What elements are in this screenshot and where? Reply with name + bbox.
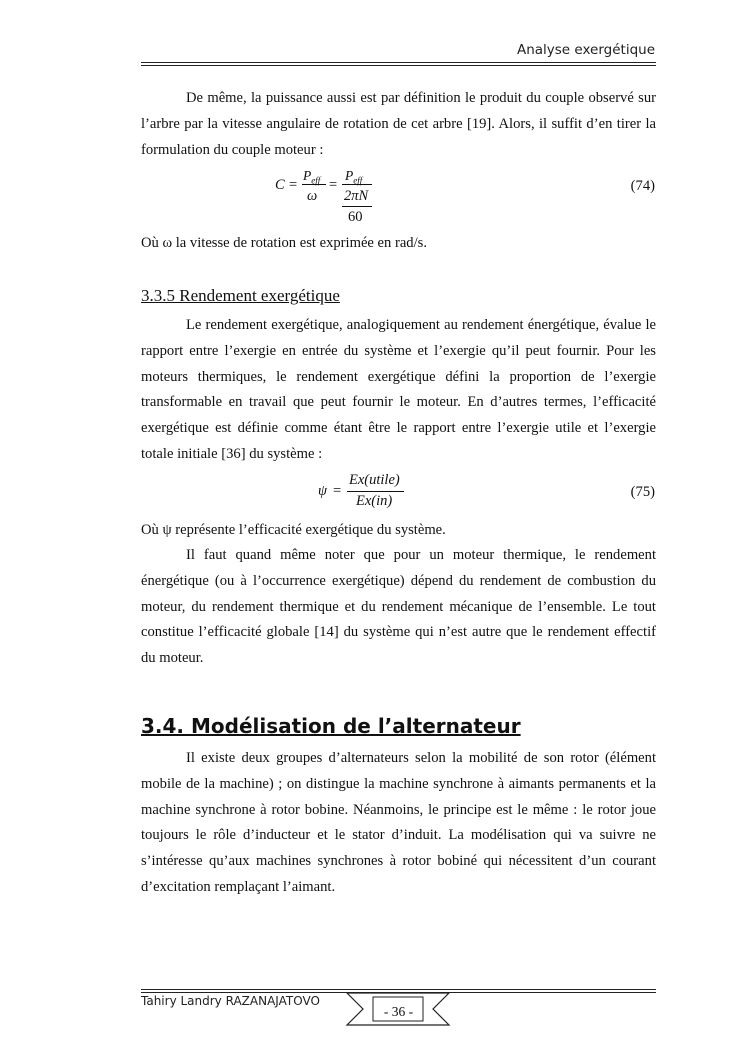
- eq74-den2-bottom: 60: [348, 209, 363, 225]
- eq75-fraction-bar: [347, 491, 404, 492]
- eq74-num1: $P_{eff}$: [303, 168, 321, 186]
- eq74-number: (74): [630, 178, 655, 194]
- footer-author: Tahiry Landry RAZANAJATOVO: [141, 994, 320, 1008]
- eq74-fraction-bar-2: [342, 184, 372, 185]
- eq74-fraction-bar-3: [342, 206, 372, 207]
- section-heading-3-4: 3.4. Modélisation de l’alternateur: [141, 714, 521, 738]
- eq74-equals-2: =: [329, 177, 338, 193]
- eq74-den1: ω: [307, 188, 318, 204]
- header-rule-top: [141, 62, 656, 63]
- header-title: Analyse exergétique: [516, 42, 655, 58]
- paragraph-thermal-engine: Il faut quand même noter que pour un moteur thermique, le rendement énergétique (ou à l’occurrence exergétique) dépend du rendement de combustion du moteur, du rendement thermique et du rendement mécanique de l’ensemble. Le tout constitue l’efficacité globale [14] du système qui n’est autre que le rendement effectif du moteur.: [141, 547, 656, 667]
- eq74-fraction-bar-1: [302, 184, 326, 185]
- paragraph-psi: Où ψ représente l’efficacité exergétique du système.: [141, 522, 446, 538]
- eq75-denominator: Ex(in): [356, 493, 393, 509]
- eq74-lhs: C: [275, 177, 285, 193]
- header-rule-bottom: [141, 65, 656, 66]
- paragraph-alternator: Il existe deux groupes d’alternateurs selon la mobilité de son rotor (élément mobile de la machine) ; on distingue la machine synchrone à aimants permanents et la machine synchrone à rotor bobine. Néanmoins, le principe est le même : le rotor joue toujours le rôle d’inducteur et le stator d’induit. La modélisation qui va suivre ne s’intéresse qu’aux machines synchrones à rotor bobiné qui nécessitent d’un courant d’excitation remplaçant l’aimant.: [141, 750, 656, 895]
- eq74-den2-top: 2πN: [344, 188, 369, 204]
- eq75-lhs: ψ: [318, 483, 328, 499]
- page-number: - 36 -: [383, 1004, 414, 1019]
- subsection-heading-3-3-5: 3.3.5 Rendement exergétique: [141, 286, 340, 305]
- paragraph-omega: Où ω la vitesse de rotation est exprimée en rad/s.: [141, 235, 427, 251]
- eq74-num2: $P_{eff}$: [345, 168, 363, 186]
- eq75-numerator: Ex(utile): [349, 472, 400, 488]
- eq75-equals: =: [333, 483, 342, 499]
- eq75-number: (75): [630, 484, 655, 500]
- eq74-equals-1: =: [289, 177, 298, 193]
- paragraph-exergy-efficiency: Le rendement exergétique, analogiquement au rendement énergétique, évalue le rapport entre l’exergie en entrée du système et l’exergie qu’il peut fournir. Pour les moteurs thermiques, le rendement exergétique défini la proportion de l’exergie transformable en travail que peut fournir le moteur. En d’autres termes, l’efficacité exergétique est définie comme étant être le rapport entre l’exergie utile et l’exergie totale initiale [36] du système :: [141, 317, 656, 462]
- footer-rule-top: [141, 989, 656, 990]
- paragraph-power: De même, la puissance aussi est par définition le produit du couple observé sur l’arbre par la vitesse angulaire de rotation de cet arbre [19]. Alors, il suffit d’en tirer la formulation du couple moteur :: [141, 90, 656, 158]
